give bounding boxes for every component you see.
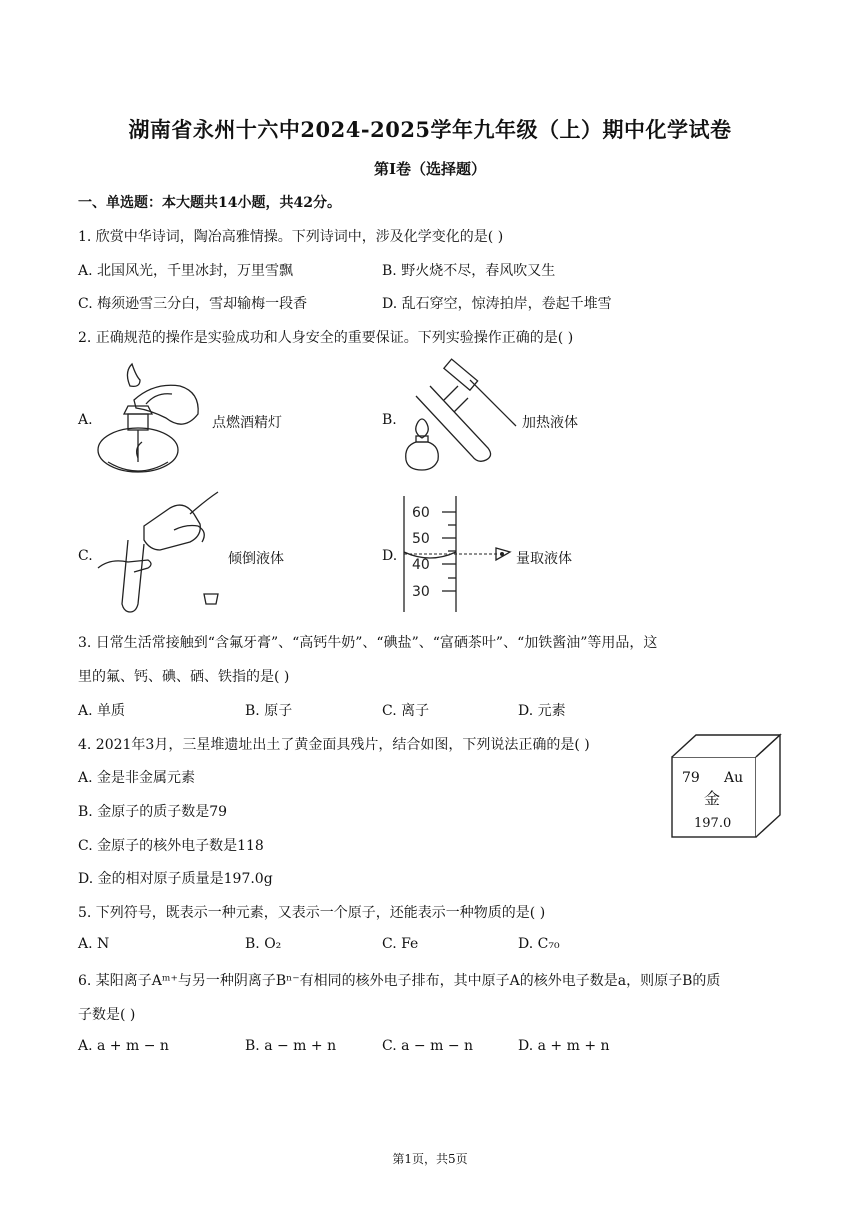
element-atomic-number: 79 — [682, 770, 700, 786]
question-1-stem: 1. 欣赏中华诗词，陶冶高雅情操。下列诗词中，涉及化学变化的是( ) — [78, 229, 504, 245]
gold-element-card — [670, 733, 782, 839]
question-3-stem-line2: 里的氟、钙、碘、硒、铁指的是( ) — [78, 669, 290, 685]
q6-option-c: C. a − m − n — [382, 1038, 474, 1054]
q4-option-c: C. 金原子的核外电子数是118 — [78, 838, 264, 854]
q2-option-c: C. — [78, 548, 93, 564]
q2-caption-d: 量取液体 — [516, 551, 572, 567]
q3-option-d: D. 元素 — [518, 703, 566, 719]
question-2-stem: 2. 正确规范的操作是实验成功和人身安全的重要保证。下列实验操作正确的是( ) — [78, 330, 574, 346]
question-3-stem-line1: 3. 日常生活常接触到“含氟牙膏”、“高钙牛奶”、“碘盐”、“富硒茶叶”、“加铁酱油”等用品，这 — [78, 635, 658, 651]
q1-option-b: B. 野火烧不尽，春风吹又生 — [382, 263, 556, 279]
q6-option-d: D. a + m + n — [518, 1038, 610, 1054]
q3-option-c: C. 离子 — [382, 703, 430, 719]
q5-option-d: D. C₇₀ — [518, 936, 560, 952]
q4-option-a: A. 金是非金属元素 — [78, 770, 196, 786]
question-6-stem-line2: 子数是( ) — [78, 1007, 136, 1023]
q5-option-a: A. N — [78, 936, 110, 952]
q4-option-d: D. 金的相对原子质量是197.0g — [78, 871, 273, 887]
q5-option-b: B. O₂ — [245, 936, 282, 952]
q1-option-d: D. 乱石穿空，惊涛拍岸，卷起千堆雪 — [382, 296, 612, 312]
q6-option-b: B. a − m + n — [245, 1038, 337, 1054]
q2-caption-b: 加热液体 — [522, 415, 578, 431]
q2-option-a: A. — [78, 412, 93, 428]
q3-option-b: B. 原子 — [245, 703, 293, 719]
q1-option-c: C. 梅须逊雪三分白，雪却输梅一段香 — [78, 296, 308, 312]
q2-caption-c: 倾倒液体 — [228, 551, 284, 567]
graduated-cylinder-illustration — [402, 496, 518, 614]
element-symbol: Au — [724, 770, 744, 786]
q6-option-a: A. a + m − n — [78, 1038, 169, 1054]
pouring-liquid-illustration — [94, 490, 228, 614]
question-5-stem: 5. 下列符号，既表示一种元素，又表示一个原子，还能表示一种物质的是( ) — [78, 905, 546, 921]
cylinder-tick-30: 30 — [412, 584, 430, 600]
cylinder-tick-40: 40 — [412, 557, 430, 573]
section-heading: 一、单选题：本大题共14小题，共42分。 — [78, 195, 341, 211]
q3-option-a: A. 单质 — [78, 703, 126, 719]
q4-option-b: B. 金原子的质子数是79 — [78, 804, 228, 820]
heating-liquid-illustration — [400, 360, 520, 482]
q2-caption-a: 点燃酒精灯 — [212, 415, 282, 431]
q1-option-a: A. 北国风光，千里冰封，万里雪飘 — [78, 263, 294, 279]
page-title: 湖南省永州十六中2024-2025学年九年级（上）期中化学试卷 — [128, 117, 732, 142]
cylinder-tick-50: 50 — [412, 531, 430, 547]
question-4-stem: 4. 2021年3月，三星堆遗址出土了黄金面具残片，结合如图，下列说法正确的是( ) — [78, 737, 590, 753]
page-footer: 第1页，共5页 — [392, 1152, 468, 1166]
alcohol-lamp-lighting-illustration — [94, 362, 206, 480]
q5-option-c: C. Fe — [382, 936, 419, 952]
section-subtitle: 第I卷（选择题） — [373, 160, 487, 178]
element-mass: 197.0 — [694, 816, 732, 831]
cylinder-tick-60: 60 — [412, 505, 430, 521]
element-name: 金 — [704, 789, 721, 808]
question-6-stem-line1: 6. 某阳离子Aᵐ⁺与另一种阴离子Bⁿ⁻有相同的核外电子排布，其中原子A的核外电子数是a，则原子B的质 — [78, 973, 721, 989]
q2-option-b: B. — [382, 412, 397, 428]
q2-option-d: D. — [382, 548, 398, 564]
